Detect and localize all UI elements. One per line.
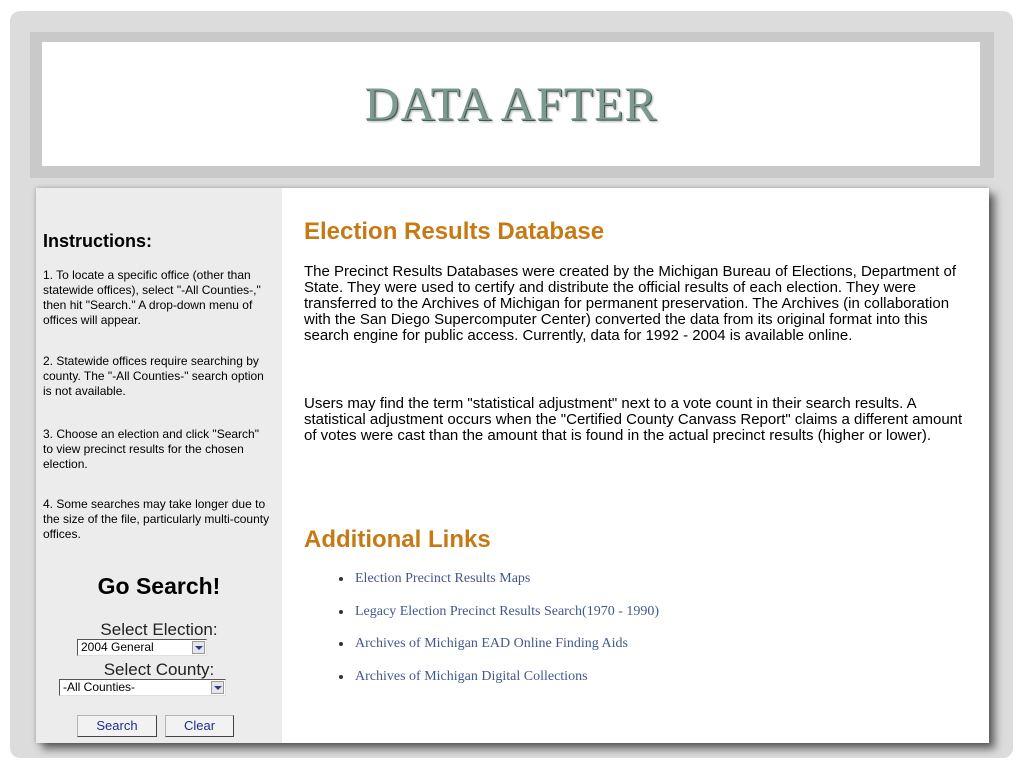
link-ead-finding-aids[interactable]: Archives of Michigan EAD Online Finding Aids xyxy=(339,636,659,669)
slide-title: DATA AFTER xyxy=(364,77,658,131)
chevron-down-icon[interactable] xyxy=(211,681,224,694)
instruction-item-3: 3. Choose an election and click "Search" to view precinct results for the chosen election. xyxy=(43,427,259,471)
select-county-dropdown[interactable] xyxy=(59,679,226,696)
go-search-heading: Go Search! xyxy=(97,573,221,599)
instruction-item-1: 1. To locate a specific office (other than statewide offices), select "-All Counties-," then hit "Search." A drop-down menu of offices will appear. xyxy=(43,268,261,327)
select-county-label: Select County: xyxy=(103,660,215,679)
title-box xyxy=(30,32,994,178)
link-digital-collections[interactable]: Archives of Michigan Digital Collections xyxy=(339,669,659,702)
select-election-label: Select Election: xyxy=(100,620,218,639)
instruction-item-2: 2. Statewide offices require searching by county. The "-All Counties-" search option is not available. xyxy=(43,354,264,398)
search-button[interactable]: Search xyxy=(77,715,157,737)
select-election-dropdown[interactable] xyxy=(77,639,207,656)
intro-paragraph: The Precinct Results Databases were created by the Michigan Bureau of Elections, Department of State. They were used to certify and distribute the official results of each election. They were transferred to the Archives of Michigan for permanent preservation. The Archives (in collaboration with the San Diego Supercomputer Center) converted the data from its original format into this search engine for public access. Currently, data for 1992 - 2004 is available online. xyxy=(304,263,956,344)
links-heading: Additional Links xyxy=(304,526,491,553)
statistical-adjustment-paragraph: Users may find the term "statistical adjustment" next to a vote count in their search results. A statistical adjustment occurs when the "Certified County Canvass Report" claims a different amount of votes were cast than the amount that is found in the actual precinct results (higher or lower). xyxy=(304,395,963,444)
instruction-item-4: 4. Some searches may take longer due to the size of the file, particularly multi-county offices. xyxy=(43,497,270,541)
links-list xyxy=(339,571,659,701)
select-election-value: 2004 General xyxy=(81,640,154,654)
link-legacy-search[interactable]: Legacy Election Precinct Results Search(1970 - 1990) xyxy=(339,604,659,637)
clear-button[interactable]: Clear xyxy=(165,715,234,737)
content-screenshot xyxy=(36,188,989,743)
select-county-value: -All Counties- xyxy=(63,680,136,694)
sidebar xyxy=(36,188,282,743)
main-heading: Election Results Database xyxy=(304,218,605,245)
instructions-title: Instructions: xyxy=(43,231,153,251)
link-precinct-maps[interactable]: Election Precinct Results Maps xyxy=(339,571,659,604)
chevron-down-icon[interactable] xyxy=(192,641,205,654)
title-panel xyxy=(42,42,980,166)
